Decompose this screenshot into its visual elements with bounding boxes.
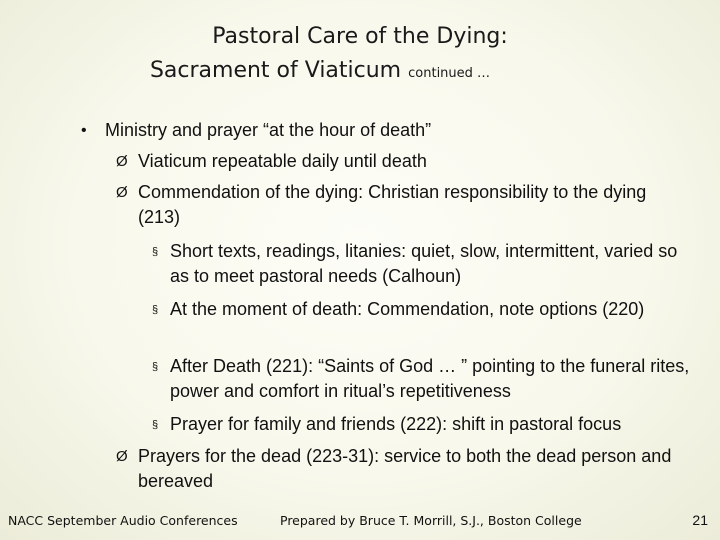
subsubbullet-after-death: [152, 354, 690, 404]
square-bullet-icon: §: [152, 304, 159, 316]
title-line-2: [0, 54, 720, 91]
square-bullet-icon: §: [152, 361, 159, 373]
subbullet-viaticum: [116, 149, 678, 174]
arrow-bullet-icon: Ø: [116, 448, 128, 465]
subbullet-text: Viaticum repeatable daily until death: [138, 151, 427, 171]
title-suffix: continued …: [408, 66, 491, 81]
footer-author: Prepared by Bruce T. Morrill, S.J., Boston College: [280, 513, 582, 528]
subsubbullet-text: Prayer for family and friends (222): shift in pastoral focus: [170, 414, 622, 434]
bullet-dot-icon: •: [81, 122, 87, 139]
footer-conference: NACC September Audio Conferences: [8, 513, 238, 528]
bullet-ministry-prayer: [81, 118, 685, 143]
subsubbullet-family-prayer: [152, 412, 690, 437]
title-main: Sacrament of Viaticum: [149, 58, 402, 83]
page-number: 21: [692, 512, 708, 528]
subbullet-text: Commendation of the dying: Christian responsibility to the dying (213): [138, 182, 647, 227]
title-line-1: Pastoral Care of the Dying:: [212, 24, 508, 49]
subsubbullet-text: After Death (221): “Saints of God … ” pointing to the funeral rites, power and comfort in ritual’s repetitiveness: [170, 356, 690, 401]
arrow-bullet-icon: Ø: [116, 153, 128, 170]
subbullet-text: Prayers for the dead (223-31): service to both the dead person and bereaved: [138, 446, 672, 491]
subsubbullet-text: Short texts, readings, litanies: quiet, slow, intermittent, varied so as to meet pastoral needs (Calhoun): [170, 241, 678, 286]
arrow-bullet-icon: Ø: [116, 184, 128, 201]
subbullet-commendation: [116, 180, 678, 230]
slide-title: [0, 20, 720, 91]
bullet-text: Ministry and prayer “at the hour of death”: [105, 120, 432, 140]
subbullet-prayers-dead: [116, 444, 678, 494]
subsubbullet-text: At the moment of death: Commendation, note options (220): [170, 299, 645, 319]
square-bullet-icon: §: [152, 419, 159, 431]
square-bullet-icon: §: [152, 246, 159, 258]
subsubbullet-moment-of-death: [152, 297, 690, 322]
subsubbullet-short-texts: [152, 239, 690, 289]
